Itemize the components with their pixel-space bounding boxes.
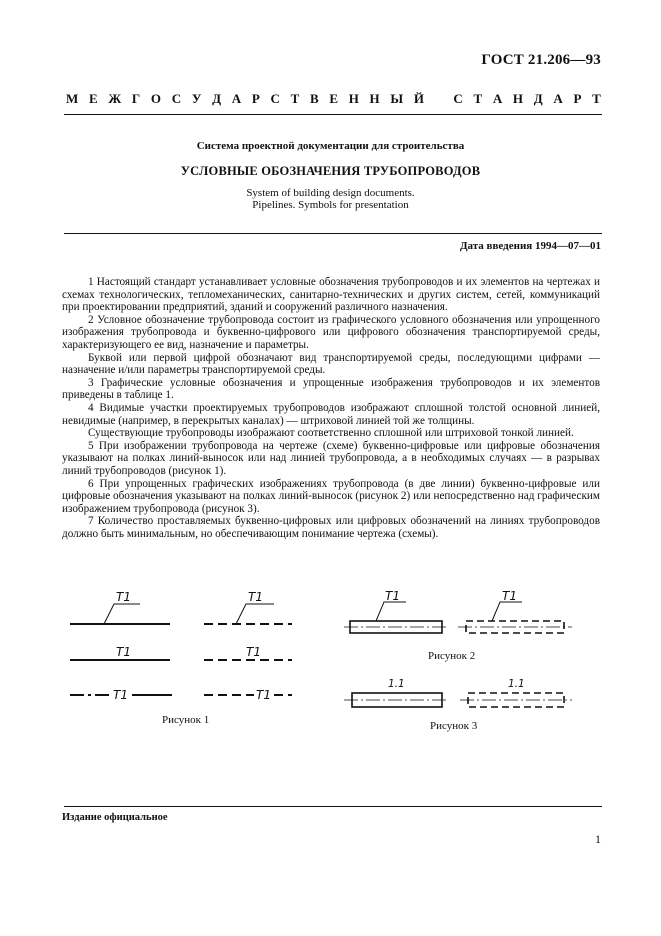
banner-gap xyxy=(435,91,443,107)
banner-letter: Ы xyxy=(390,91,404,106)
pipe-label: Т1 xyxy=(385,589,400,603)
section-label: 1.1 xyxy=(388,678,405,690)
banner-letter: Р xyxy=(573,91,582,106)
banner-letter: Г xyxy=(131,91,141,106)
paragraph: 3 Графические условные обозначения и упрощенные изображения трубопроводов и их элементов приведены в таблице 1. xyxy=(62,376,600,402)
paragraph: Существующие трубопроводы изображают соответственно сплошной или штриховой тонкой линией. xyxy=(88,427,574,440)
leader-line xyxy=(236,604,274,624)
banner-letter: Н xyxy=(348,91,359,106)
english-title xyxy=(60,187,601,211)
official-edition: Издание официальное xyxy=(62,812,168,823)
figure-3 xyxy=(340,674,580,720)
banner-letter: Ж xyxy=(108,91,122,106)
system-title: Система проектной документации для строительства xyxy=(196,140,465,152)
paragraph: 5 При изображении трубопровода на чертеже (схеме) буквенно-цифровые или цифровые обозначения указывают на полках линий-выносок или над линией трубопровода, а в необходимых случаях — в разрывах линий трубопроводов (рисунок 1). xyxy=(62,439,600,477)
body-text xyxy=(62,276,600,540)
english-title-line: System of building design documents. xyxy=(246,187,415,199)
banner-letter: С xyxy=(171,91,182,106)
pipe-label: Т1 xyxy=(248,590,263,604)
banner-letter: А xyxy=(492,91,503,106)
paragraph: 7 Количество проставляемых буквенно-цифровых или цифровых обозначений на линиях трубопроводов должно быть минимальным, но обеспечивающим понимание чертежа (схемы). xyxy=(62,515,600,540)
pipe-label: Т1 xyxy=(113,688,128,702)
page-number: 1 xyxy=(595,832,601,846)
leader-line xyxy=(492,602,522,621)
english-title-line: Pipelines. Symbols for presentation xyxy=(252,199,409,211)
banner-letter: А xyxy=(553,91,563,106)
figure-2 xyxy=(340,586,580,646)
paragraph: 1 Настоящий стандарт устанавливает условные обозначения трубопроводов и их элементов на чертежах и схемах технологических, тепломеханических, санитарно-технических и других систем, сетей, коммуникаций при проектировании предприятий, зданий и сооружений различного назначения. xyxy=(62,276,600,314)
banner-letter: Д xyxy=(212,91,222,106)
paragraph: 2 Условное обозначение трубопровода состоит из графического условного обозначения или упрощенного изображения трубопровода и буквенно-цифрового или цифрового обозначения транспортируемой среды, характеризующего ее вид, назначение и параметры. xyxy=(62,313,600,351)
banner-letter: С xyxy=(453,91,463,106)
banner-letter: С xyxy=(270,91,280,106)
banner-letter: А xyxy=(231,91,242,106)
title-rule xyxy=(64,233,602,234)
banner-letter: Т xyxy=(592,91,601,106)
figure-1 xyxy=(60,588,300,718)
figure-3-caption: Рисунок 3 xyxy=(430,720,478,732)
banner-rule xyxy=(64,114,602,115)
paragraph: 4 Видимые участки проектируемых трубопроводов изображают сплошной толстой основной линией, невидимые (например, в перекрытых каналах) — штриховой линией той же толщины. xyxy=(62,401,600,427)
banner-letter: Й xyxy=(413,91,424,106)
banner-letter: Н xyxy=(512,91,524,106)
pipe-label: Т1 xyxy=(246,645,261,659)
banner-letter: Е xyxy=(88,91,98,106)
banner-letter: Н xyxy=(369,91,380,106)
pipe-label: Т1 xyxy=(116,645,131,659)
effective-date: Дата введения 1994—07—01 xyxy=(459,240,601,252)
banner-letter: М xyxy=(66,91,79,106)
banner-letter: Д xyxy=(533,91,543,106)
figure-2-caption: Рисунок 2 xyxy=(428,650,476,662)
banner-letter: Е xyxy=(329,91,338,106)
pipe-label: Т1 xyxy=(116,590,131,604)
banner-letter: Т xyxy=(290,91,300,106)
paragraph: 6 При упрощенных графических изображениях трубопровода (в две линии) буквенно-цифровые или цифровые обозначения указывают на полках линий-выносок (рисунок 2) или непосредственно над графическим изображением трубопровода (рисунок 3). xyxy=(62,477,600,515)
section-label: 1.1 xyxy=(508,678,525,690)
banner-letter: В xyxy=(309,91,319,106)
banner-letter: О xyxy=(150,91,162,106)
pipe-label: Т1 xyxy=(256,688,271,702)
paragraph: Буквой или первой цифрой обозначают вид транспортируемой среды, последующими цифрами — назначение и/или параметры транспортируемой среды. xyxy=(62,351,600,377)
document-title: УСЛОВНЫЕ ОБОЗНАЧЕНИЯ ТРУБОПРОВОДОВ xyxy=(180,164,481,178)
figure-1-caption: Рисунок 1 xyxy=(162,714,210,726)
footer-rule xyxy=(64,806,602,807)
leader-line xyxy=(104,604,140,624)
standard-banner xyxy=(66,91,601,107)
banner-letter: У xyxy=(191,91,202,106)
pipe-label: Т1 xyxy=(502,589,517,603)
banner-letter: Т xyxy=(473,91,483,106)
leader-line xyxy=(376,602,406,621)
banner-letter: Р xyxy=(251,91,260,106)
standard-code: ГОСТ 21.206—93 xyxy=(481,52,601,68)
